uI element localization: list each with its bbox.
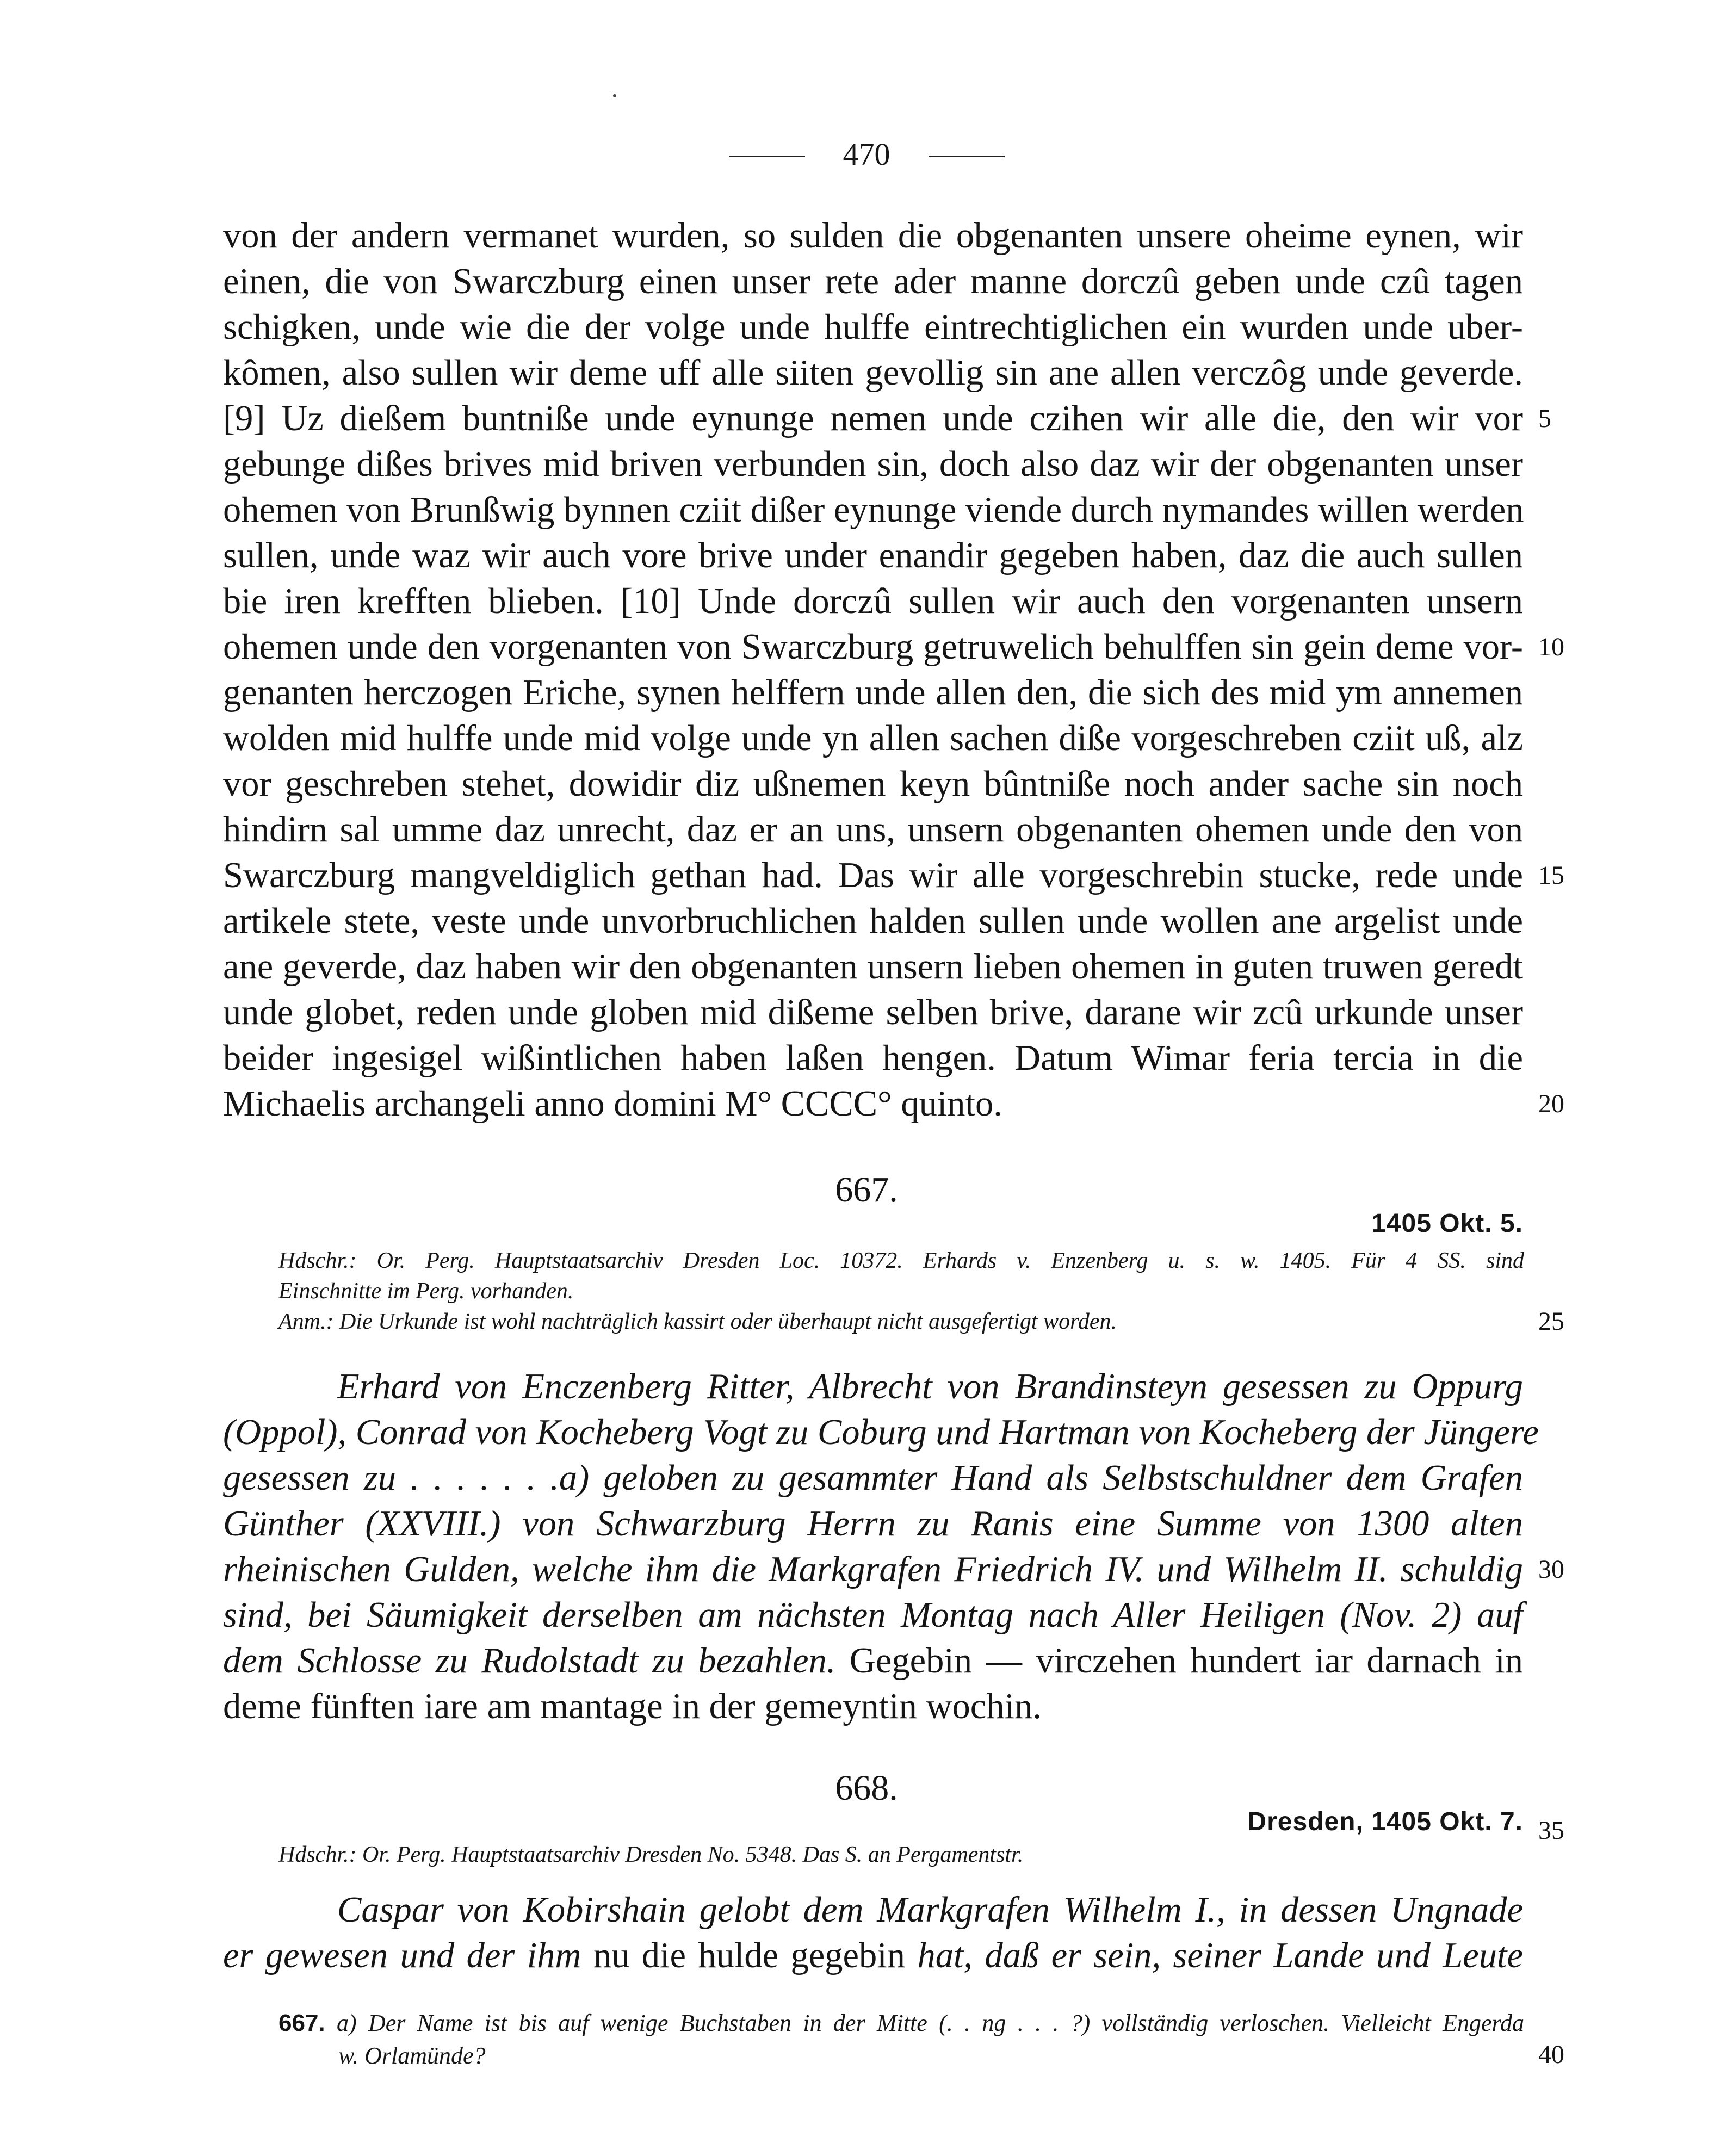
body-line: artikele stete, veste unde unvorbruchlichen halden sullen unde wollen ane argelist unde xyxy=(223,901,1523,941)
line-number: 5 xyxy=(1538,404,1551,433)
footnote xyxy=(278,2007,1524,2072)
charter-text: nu die hulde gegebin xyxy=(581,1936,918,1975)
body-line: bie iren krefften blieben. [10] Unde dorczû sullen wir auch den vorgenanten unsern xyxy=(223,581,1523,621)
body-line: gebunge dißes brives mid briven verbunden sin, doch also daz wir der obgenanten unser xyxy=(223,444,1523,484)
regest-line: Günther (XXVIII.) von Schwarzburg Herrn zu Ranis eine Summe von 1300 alten xyxy=(223,1504,1523,1544)
footnote-ref: 667. xyxy=(278,2010,325,2036)
charter-text: Gegebin — virczehen hundert iar darnach in xyxy=(835,1641,1523,1681)
line-number: 30 xyxy=(1538,1555,1564,1584)
body-line: hindirn sal umme daz unrecht, daz er an uns, unsern obgenanten ohemen unde den von xyxy=(223,810,1523,850)
regest-italic: dem Schlosse zu Rudolstadt zu bezahlen. xyxy=(223,1641,836,1681)
body-line: unde globet, reden unde globen mid dißeme selben brive, darane wir zcû urkunde unser xyxy=(223,993,1523,1032)
body-line: ohemen unde den vorgenanten von Swarczburg getruwelich behulffen sin gein deme vor- xyxy=(223,627,1523,667)
body-line: einen, die von Swarczburg einen unser rete ader manne dorczû geben unde czû tagen xyxy=(223,262,1523,301)
regest-line: sind, bei Säumigkeit derselben am nächsten Montag nach Aller Heiligen (Nov. 2) auf xyxy=(223,1595,1523,1635)
regest-line: Erhard von Enczenberg Ritter, Albrecht von Brandinsteyn gesessen zu Oppurg xyxy=(337,1367,1523,1407)
line-number: 35 xyxy=(1538,1816,1564,1845)
line-number: 15 xyxy=(1538,861,1564,890)
body-line: ohemen von Brunßwig bynnen cziit dißer eynunge viende durch nymandes willen werden xyxy=(223,490,1524,530)
body-line: Michaelis archangeli anno domini M° CCCC° quinto. xyxy=(223,1084,1002,1124)
footnote-line: w. Orlamünde? xyxy=(338,2042,486,2069)
line-number: 25 xyxy=(1538,1307,1564,1336)
footnote-text: a) Der Name ist bis auf wenige Buchstaben in der Mitte (. . ng . . . ?) vollständig verloschen. Vielleicht Engerda xyxy=(325,2010,1524,2036)
line-number: 20 xyxy=(1538,1089,1564,1118)
document-number: 668. xyxy=(835,1768,898,1808)
page-number: 470 xyxy=(843,136,890,172)
regest-line: gesessen zu . . . . . . .a) geloben zu gesammter Hand als Selbstschuldner dem Grafen xyxy=(223,1458,1523,1498)
header-rule-right xyxy=(929,156,1005,157)
regest-line: (Oppol), Conrad von Kocheberg Vogt zu Coburg und Hartman von Kocheberg der Jüngere xyxy=(223,1412,1539,1452)
regest-line xyxy=(223,1638,1523,1684)
document-date: 1405 Okt. 5. xyxy=(1371,1209,1523,1238)
body-line: Swarczburg mangveldiglich gethan had. Das wir alle vorgeschrebin stucke, rede unde xyxy=(223,856,1523,895)
body-text xyxy=(223,213,1523,1127)
regest-italic: er gewesen und der ihm xyxy=(223,1936,581,1975)
source-note xyxy=(278,1246,1524,1337)
body-line: von der andern vermanet wurden, so sulden die obgenanten unsere oheime eynen, wir xyxy=(223,216,1523,256)
body-line: kômen, also sullen wir deme uff alle siiten gevollig sin ane allen verczôg unde geverde. xyxy=(223,353,1523,393)
regest-line: Caspar von Kobirshain gelobt dem Markgrafen Wilhelm I., in dessen Ungnade xyxy=(337,1890,1523,1930)
regest-line: rheinischen Gulden, welche ihm die Markgrafen Friedrich IV. und Wilhelm II. schuldig xyxy=(223,1550,1523,1589)
body-line: ane geverde, daz haben wir den obgenanten unsern lieben ohemen in guten truwen geredt xyxy=(223,947,1523,987)
footnote-line xyxy=(278,2007,1524,2040)
body-line: beider ingesigel wißintlichen haben laßen hengen. Datum Wimar feria tercia in die xyxy=(223,1038,1523,1078)
source-line: Einschnitte im Perg. vorhanden. xyxy=(278,1279,574,1304)
charter-line: deme fünften iare am mantage in der gemeyntin wochin. xyxy=(223,1687,1042,1726)
ink-speck xyxy=(613,94,616,97)
regest-line xyxy=(223,1933,1523,1979)
source-note xyxy=(278,1839,1524,1870)
source-line: Hdschr.: Or. Perg. Hauptstaatsarchiv Dresden No. 5348. Das S. an Pergamentstr. xyxy=(278,1842,1024,1867)
source-line: Hdschr.: Or. Perg. Hauptstaatsarchiv Dresden Loc. 10372. Erhards v. Enzenberg u. s. w. 1405. Für 4 SS. sind xyxy=(278,1248,1524,1273)
page-header xyxy=(0,129,1733,178)
header-rule-left xyxy=(729,156,805,157)
annotation-line: Anm.: Die Urkunde ist wohl nachträglich kassirt oder überhaupt nicht ausgefertigt worden. xyxy=(278,1309,1117,1334)
body-line: [9] Uz dießem buntnißе unde eynunge nemen unde czihen wir alle die, den wir vor xyxy=(223,399,1523,438)
line-number: 10 xyxy=(1538,633,1564,661)
body-line: schigken, unde wie die der volge unde hulffe eintrechtiglichen ein wurden unde uber- xyxy=(223,307,1523,347)
line-number: 40 xyxy=(1538,2040,1564,2069)
regest-text xyxy=(223,1364,1539,1730)
document-number: 667. xyxy=(835,1170,898,1210)
regest-text xyxy=(223,1887,1523,1979)
document-date: Dresden, 1405 Okt. 7. xyxy=(1247,1807,1523,1836)
body-line: vor geschreben stehet, dowidir diz ußnemen keyn bûntnißе noch ander sache sin noch xyxy=(223,764,1523,804)
body-line: wolden mid hulffe unde mid volge unde yn allen sachen diße vorgeschreben cziit uß, alz xyxy=(223,718,1523,758)
body-line: genanten herczogen Eriche, synen helffern unde allen den, die sich des mid ym annemen xyxy=(223,673,1523,713)
regest-italic: hat, daß er sein, seiner Lande und Leute xyxy=(917,1936,1523,1975)
body-line: sullen, unde waz wir auch vore brive under enandir gegeben haben, daz die auch sullen xyxy=(223,536,1523,575)
